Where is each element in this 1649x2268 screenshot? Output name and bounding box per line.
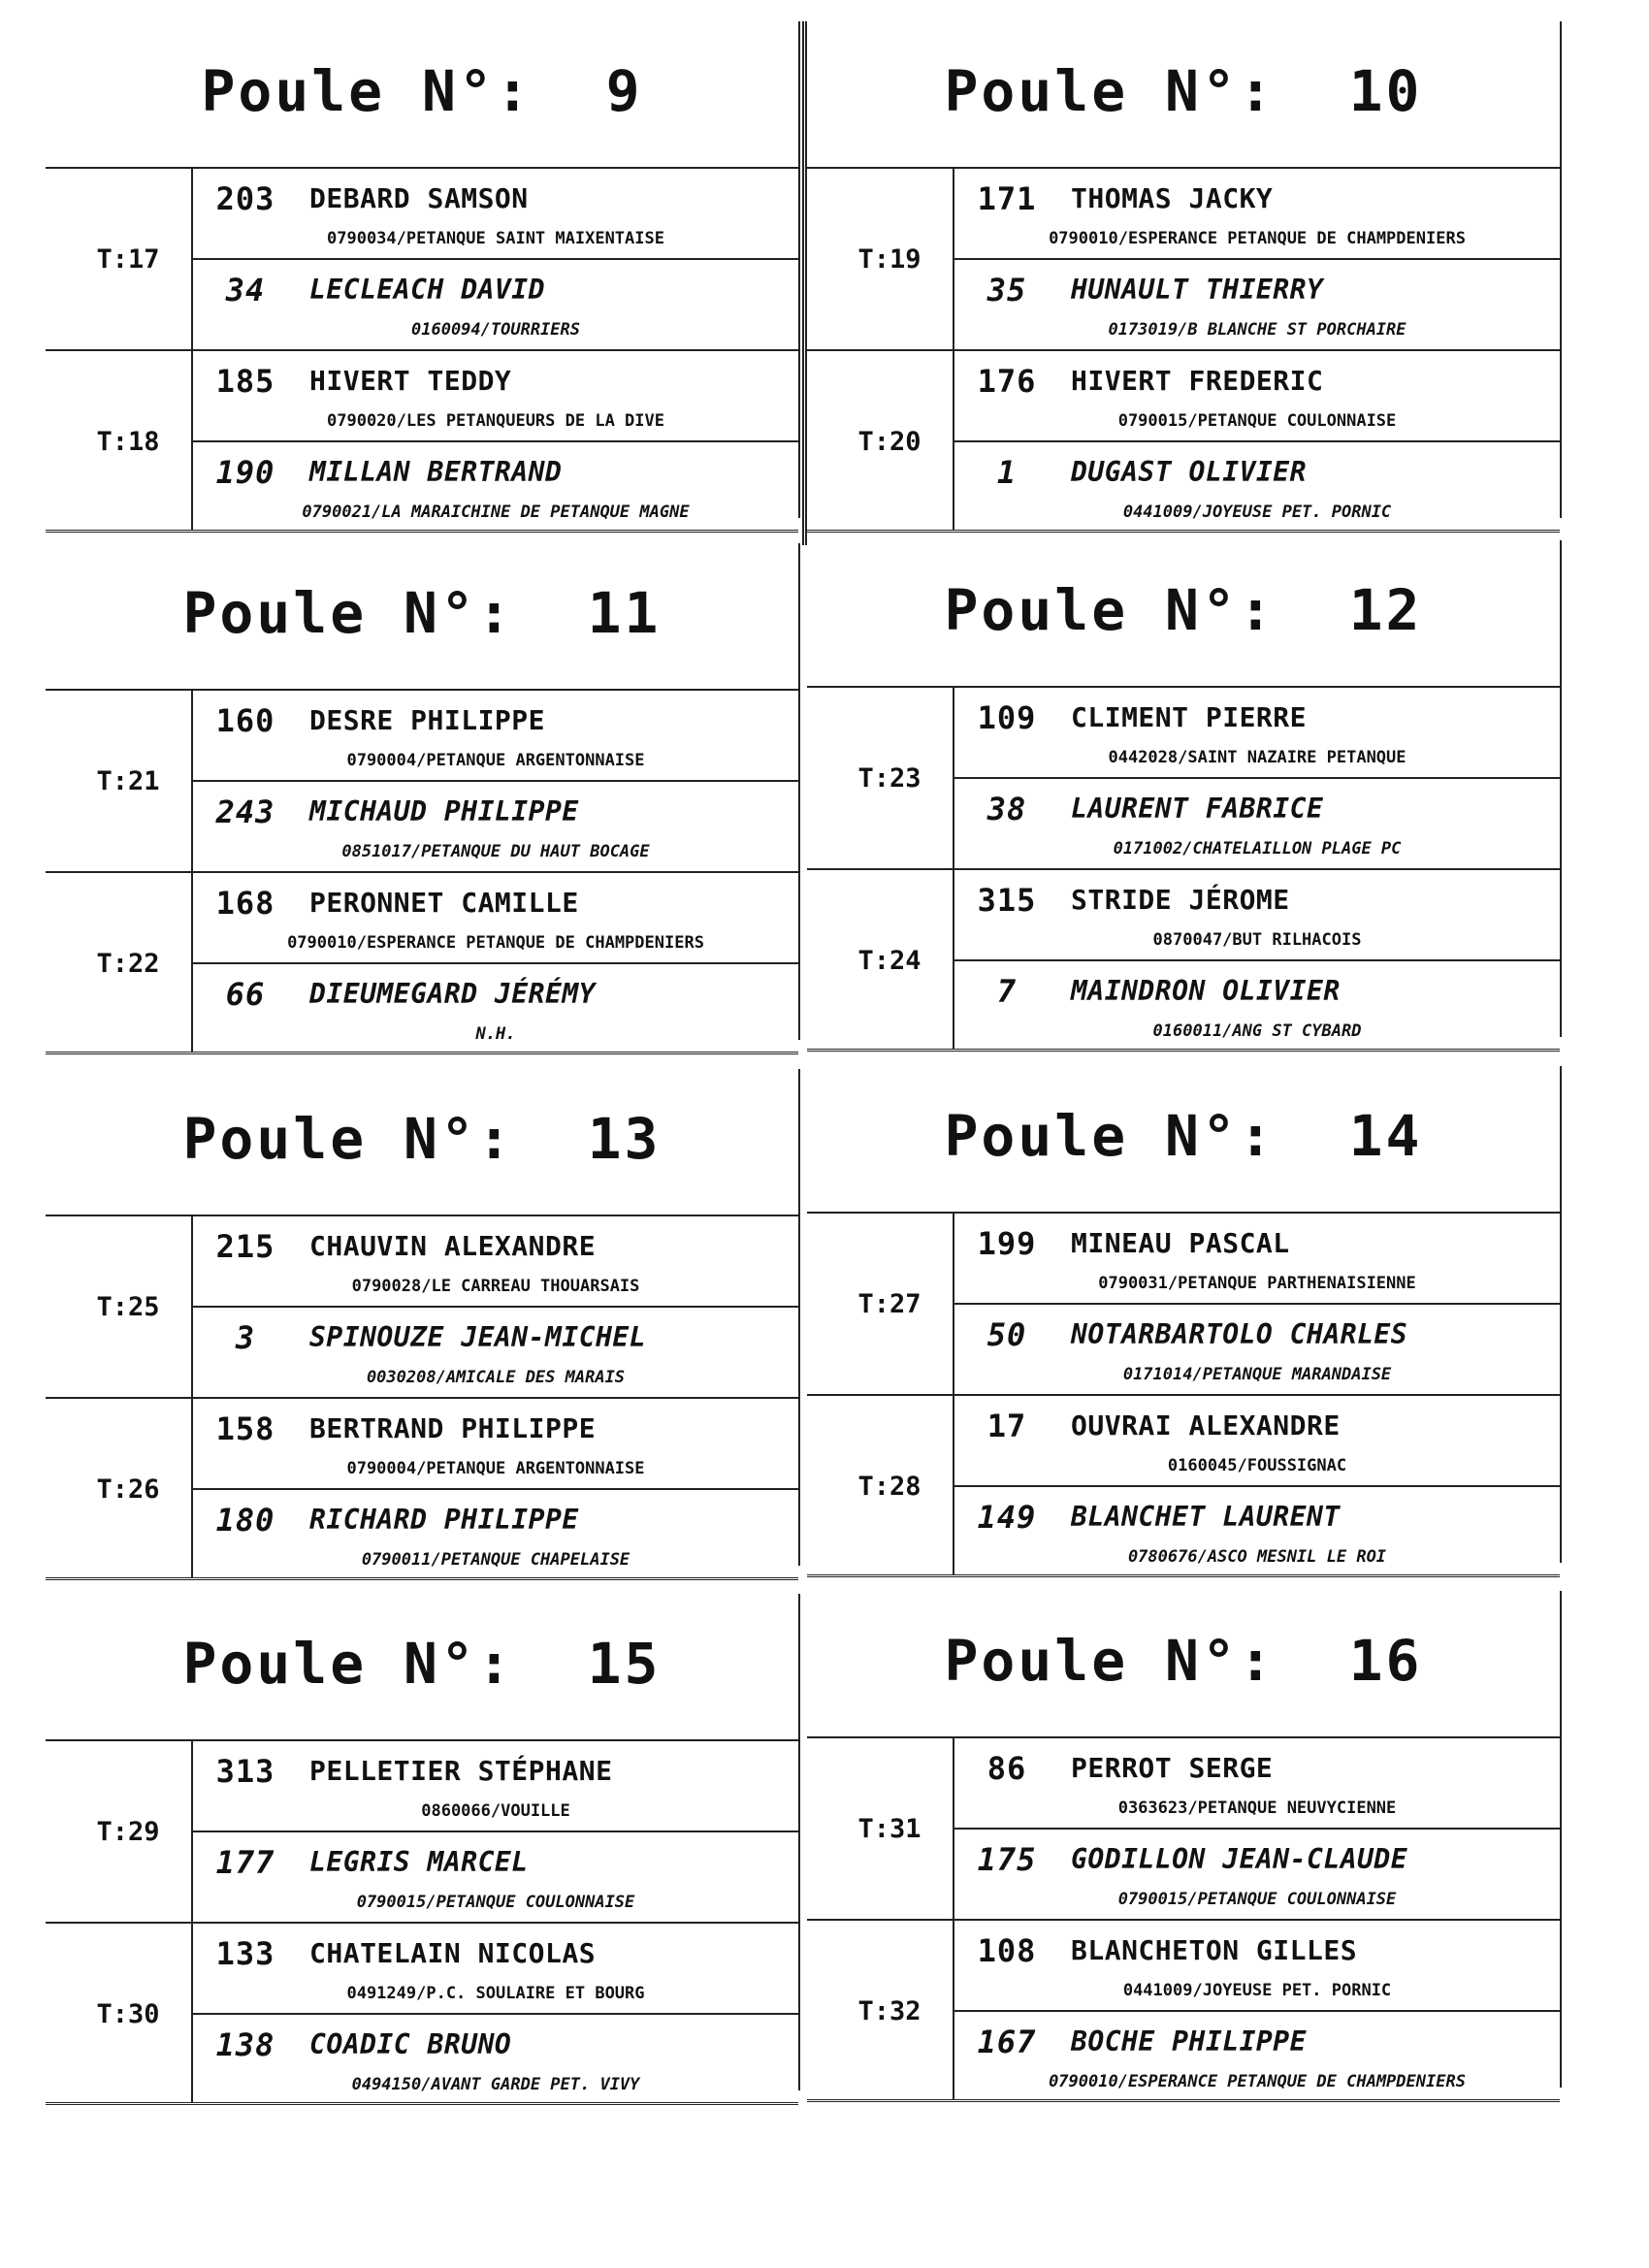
player-name: RICHARD PHILIPPE bbox=[309, 1504, 579, 1536]
player-number: 160 bbox=[215, 702, 275, 739]
player-row bbox=[193, 258, 798, 349]
player-row bbox=[954, 1485, 1560, 1576]
player-name: MILLAN BERTRAND bbox=[309, 456, 563, 488]
player-club: 0870047/BUT RILHACOIS bbox=[1152, 930, 1362, 950]
player-row bbox=[954, 440, 1560, 532]
player-club: 0790010/ESPERANCE PETANQUE DE CHAMPDENIERS bbox=[1049, 2072, 1466, 2091]
player-number: 38 bbox=[986, 791, 1027, 827]
player-row bbox=[954, 2010, 1560, 2101]
player-row bbox=[193, 1306, 798, 1397]
player-name: COADIC BRUNO bbox=[309, 2028, 512, 2060]
player-row bbox=[193, 689, 798, 782]
table-label: T:29 bbox=[96, 1817, 160, 1847]
player-name: BERTRAND PHILIPPE bbox=[309, 1412, 597, 1444]
player-number: 133 bbox=[215, 1935, 275, 1972]
player-club: 0160094/TOURRIERS bbox=[411, 320, 580, 340]
player-name: BLANCHET LAURENT bbox=[1071, 1501, 1341, 1533]
player-number: 1 bbox=[996, 454, 1018, 491]
players-cell bbox=[191, 1215, 798, 1397]
player-row bbox=[193, 167, 798, 260]
player-row bbox=[954, 1828, 1560, 1919]
poule-header bbox=[46, 1594, 798, 1741]
player-name: THOMAS JACKY bbox=[1071, 182, 1274, 214]
player-number: 86 bbox=[986, 1750, 1027, 1787]
team-row bbox=[807, 1394, 1560, 1577]
poule-header bbox=[807, 1066, 1560, 1214]
player-number: 190 bbox=[215, 454, 275, 491]
player-number: 109 bbox=[977, 699, 1037, 736]
player-name: MINEAU PASCAL bbox=[1071, 1227, 1290, 1259]
player-number: 185 bbox=[215, 363, 275, 400]
player-club: 0491249/P.C. SOULAIRE ET BOURG bbox=[346, 1984, 645, 2003]
team-row bbox=[46, 1397, 798, 1580]
player-number: 158 bbox=[215, 1410, 275, 1447]
player-row bbox=[193, 349, 798, 442]
player-row bbox=[193, 962, 798, 1053]
player-row bbox=[954, 1736, 1560, 1830]
player-number: 313 bbox=[215, 1753, 275, 1790]
player-number: 243 bbox=[215, 794, 275, 830]
player-number: 3 bbox=[235, 1319, 256, 1356]
team-row bbox=[46, 689, 798, 873]
table-label: T:28 bbox=[857, 1472, 922, 1502]
player-name: PELLETIER STÉPHANE bbox=[309, 1755, 613, 1787]
player-row bbox=[193, 871, 798, 964]
player-name: MAINDRON OLIVIER bbox=[1071, 975, 1341, 1007]
team-row bbox=[46, 1215, 798, 1399]
player-name: BOCHE PHILIPPE bbox=[1071, 2025, 1308, 2057]
table-label: T:21 bbox=[96, 766, 160, 796]
poule-header bbox=[807, 1591, 1560, 1738]
team-row bbox=[807, 1212, 1560, 1396]
poule-block bbox=[46, 1069, 800, 1570]
player-number: 7 bbox=[996, 973, 1018, 1010]
team-row bbox=[46, 167, 798, 351]
player-number: 167 bbox=[977, 2024, 1037, 2060]
player-row bbox=[193, 2013, 798, 2104]
players-cell bbox=[953, 1212, 1560, 1394]
player-name: HIVERT TEDDY bbox=[309, 365, 512, 397]
player-row bbox=[954, 1303, 1560, 1394]
player-club: 0790015/PETANQUE COULONNAISE bbox=[1117, 411, 1397, 431]
player-number: 108 bbox=[977, 1932, 1037, 1969]
player-number: 34 bbox=[225, 272, 266, 308]
players-cell bbox=[953, 167, 1560, 349]
player-club: 0494150/AVANT GARDE PET. VIVY bbox=[351, 2075, 640, 2094]
players-cell bbox=[953, 868, 1560, 1049]
team-row bbox=[807, 686, 1560, 870]
team-row bbox=[46, 1739, 798, 1924]
players-cell bbox=[191, 349, 798, 530]
player-row bbox=[954, 258, 1560, 349]
poule-block bbox=[807, 1591, 1562, 2091]
team-row bbox=[807, 868, 1560, 1052]
player-name: OUVRAI ALEXANDRE bbox=[1071, 1409, 1341, 1442]
table-label: T:24 bbox=[857, 946, 922, 976]
table-label: T:26 bbox=[96, 1474, 160, 1505]
player-club: 0790031/PETANQUE PARTHENAISIENNE bbox=[1098, 1274, 1416, 1293]
player-number: 66 bbox=[225, 976, 266, 1013]
poule-title: Poule N°: 10 bbox=[944, 58, 1423, 124]
team-row bbox=[807, 349, 1560, 533]
player-number: 50 bbox=[986, 1316, 1027, 1353]
player-name: CLIMENT PIERRE bbox=[1071, 701, 1308, 733]
player-number: 17 bbox=[986, 1408, 1027, 1444]
team-row bbox=[807, 167, 1560, 351]
table-label: T:32 bbox=[857, 1996, 922, 2026]
poule-block bbox=[807, 1066, 1562, 1567]
player-row bbox=[193, 1831, 798, 1922]
player-row bbox=[954, 1212, 1560, 1305]
player-club: 0173019/B BLANCHE ST PORCHAIRE bbox=[1108, 320, 1406, 340]
player-number: 171 bbox=[977, 180, 1037, 217]
player-row bbox=[954, 959, 1560, 1051]
poule-title: Poule N°: 9 bbox=[201, 58, 643, 124]
poule-header bbox=[46, 21, 798, 169]
table-label: T:31 bbox=[857, 1814, 922, 1844]
players-cell bbox=[953, 1736, 1560, 1919]
table-label: T:20 bbox=[857, 427, 922, 457]
poule-header bbox=[46, 1069, 798, 1216]
table-label: T:19 bbox=[857, 244, 922, 275]
player-club: 0171002/CHATELAILLON PLAGE PC bbox=[1113, 839, 1402, 859]
poule-header bbox=[807, 540, 1560, 688]
player-club: 0790020/LES PETANQUEURS DE LA DIVE bbox=[327, 411, 664, 431]
table-label: T:22 bbox=[96, 949, 160, 979]
player-name: DESRE PHILIPPE bbox=[309, 704, 546, 736]
table-label: T:25 bbox=[96, 1292, 160, 1322]
player-number: 215 bbox=[215, 1228, 275, 1265]
player-club: 0171014/PETANQUE MARANDAISE bbox=[1122, 1365, 1392, 1384]
player-row bbox=[193, 440, 798, 532]
player-number: 149 bbox=[977, 1499, 1037, 1536]
players-cell bbox=[953, 1919, 1560, 2099]
player-name: LECLEACH DAVID bbox=[309, 274, 546, 306]
poule-title: Poule N°: 14 bbox=[944, 1103, 1423, 1169]
player-club: 0790034/PETANQUE SAINT MAIXENTAISE bbox=[327, 229, 664, 248]
player-row bbox=[954, 868, 1560, 961]
poule-block bbox=[807, 540, 1562, 1041]
player-club: 0790021/LA MARAICHINE DE PETANQUE MAGNE bbox=[302, 502, 690, 522]
player-row bbox=[954, 1394, 1560, 1487]
player-row bbox=[954, 167, 1560, 260]
team-row bbox=[46, 871, 798, 1054]
players-cell bbox=[191, 1739, 798, 1922]
team-row bbox=[807, 1919, 1560, 2102]
player-row bbox=[954, 686, 1560, 779]
player-row bbox=[193, 1397, 798, 1490]
poule-header bbox=[46, 543, 798, 691]
team-row bbox=[807, 1736, 1560, 1921]
table-label: T:18 bbox=[96, 427, 160, 457]
players-cell bbox=[191, 1922, 798, 2102]
players-cell bbox=[953, 686, 1560, 868]
poule-title: Poule N°: 16 bbox=[944, 1628, 1423, 1694]
player-club: 0790004/PETANQUE ARGENTONNAISE bbox=[346, 1459, 645, 1478]
player-club: 0790015/PETANQUE COULONNAISE bbox=[1117, 1890, 1397, 1909]
player-name: MICHAUD PHILIPPE bbox=[309, 795, 579, 827]
poule-block bbox=[46, 543, 800, 1044]
player-row bbox=[193, 1739, 798, 1832]
player-number: 203 bbox=[215, 180, 275, 217]
player-name: HUNAULT THIERRY bbox=[1071, 274, 1324, 306]
player-name: CHATELAIN NICOLAS bbox=[309, 1937, 597, 1969]
player-row bbox=[954, 349, 1560, 442]
player-club: 0790010/ESPERANCE PETANQUE DE CHAMPDENIERS bbox=[1049, 229, 1466, 248]
poule-title: Poule N°: 12 bbox=[944, 577, 1423, 643]
player-club: 0363623/PETANQUE NEUVYCIENNE bbox=[1117, 1798, 1397, 1818]
table-label: T:17 bbox=[96, 244, 160, 275]
player-club: 0441009/JOYEUSE PET. PORNIC bbox=[1122, 502, 1392, 522]
player-name: DIEUMEGARD JÉRÉMY bbox=[309, 978, 597, 1010]
poule-block bbox=[807, 21, 1562, 522]
team-row bbox=[46, 1922, 798, 2105]
player-name: GODILLON JEAN-CLAUDE bbox=[1071, 1843, 1408, 1875]
player-name: NOTARBARTOLO CHARLES bbox=[1071, 1318, 1408, 1350]
player-club: 0790015/PETANQUE COULONNAISE bbox=[356, 1893, 635, 1912]
player-club: 0851017/PETANQUE DU HAUT BOCAGE bbox=[341, 842, 650, 861]
player-name: PERROT SERGE bbox=[1071, 1752, 1274, 1784]
player-number: 199 bbox=[977, 1225, 1037, 1262]
player-number: 315 bbox=[977, 882, 1037, 919]
player-club: 0442028/SAINT NAZAIRE PETANQUE bbox=[1108, 748, 1406, 767]
player-number: 35 bbox=[986, 272, 1027, 308]
player-club: 0790010/ESPERANCE PETANQUE DE CHAMPDENIERS bbox=[287, 933, 704, 953]
player-club: N.H. bbox=[475, 1024, 516, 1044]
player-club: 0030208/AMICALE DES MARAIS bbox=[366, 1368, 626, 1387]
player-name: PERONNET CAMILLE bbox=[309, 887, 579, 919]
player-number: 138 bbox=[215, 2026, 275, 2063]
players-cell bbox=[953, 349, 1560, 530]
table-label: T:27 bbox=[857, 1289, 922, 1319]
player-number: 176 bbox=[977, 363, 1037, 400]
player-number: 168 bbox=[215, 885, 275, 922]
player-number: 177 bbox=[215, 1844, 275, 1881]
player-club: 0160045/FOUSSIGNAC bbox=[1167, 1456, 1347, 1475]
players-cell bbox=[191, 689, 798, 871]
player-number: 175 bbox=[977, 1841, 1037, 1878]
player-name: DEBARD SAMSON bbox=[309, 182, 529, 214]
player-row bbox=[193, 1922, 798, 2015]
poule-title: Poule N°: 13 bbox=[182, 1106, 662, 1172]
poule-title: Poule N°: 11 bbox=[182, 580, 662, 646]
player-name: SPINOUZE JEAN-MICHEL bbox=[309, 1321, 647, 1353]
player-name: LEGRIS MARCEL bbox=[309, 1846, 529, 1878]
players-cell bbox=[191, 167, 798, 349]
player-row bbox=[954, 1919, 1560, 2012]
player-number: 180 bbox=[215, 1502, 275, 1539]
player-club: 0780676/ASCO MESNIL LE ROI bbox=[1127, 1547, 1387, 1567]
poule-block bbox=[46, 21, 800, 522]
players-cell bbox=[953, 1394, 1560, 1574]
table-label: T:23 bbox=[857, 763, 922, 794]
poule-title: Poule N°: 15 bbox=[182, 1631, 662, 1697]
player-name: DUGAST OLIVIER bbox=[1071, 456, 1308, 488]
player-name: CHAUVIN ALEXANDRE bbox=[309, 1230, 597, 1262]
player-name: HIVERT FREDERIC bbox=[1071, 365, 1324, 397]
team-row bbox=[46, 349, 798, 533]
poule-header bbox=[807, 21, 1560, 169]
players-cell bbox=[191, 871, 798, 1052]
player-row bbox=[193, 1215, 798, 1308]
table-label: T:30 bbox=[96, 1999, 160, 2029]
player-row bbox=[954, 777, 1560, 868]
players-cell bbox=[191, 1397, 798, 1577]
player-club: 0160011/ANG ST CYBARD bbox=[1152, 1021, 1362, 1041]
player-club: 0441009/JOYEUSE PET. PORNIC bbox=[1122, 1981, 1392, 2000]
player-club: 0790004/PETANQUE ARGENTONNAISE bbox=[346, 751, 645, 770]
player-club: 0790011/PETANQUE CHAPELAISE bbox=[361, 1550, 630, 1570]
player-club: 0860066/VOUILLE bbox=[421, 1801, 570, 1821]
player-club: 0790028/LE CARREAU THOUARSAIS bbox=[351, 1277, 640, 1296]
player-name: LAURENT FABRICE bbox=[1071, 793, 1324, 825]
player-name: STRIDE JÉROME bbox=[1071, 884, 1290, 916]
player-row bbox=[193, 1488, 798, 1579]
player-name: BLANCHETON GILLES bbox=[1071, 1934, 1358, 1966]
player-row bbox=[193, 780, 798, 871]
poule-block bbox=[46, 1594, 800, 2094]
